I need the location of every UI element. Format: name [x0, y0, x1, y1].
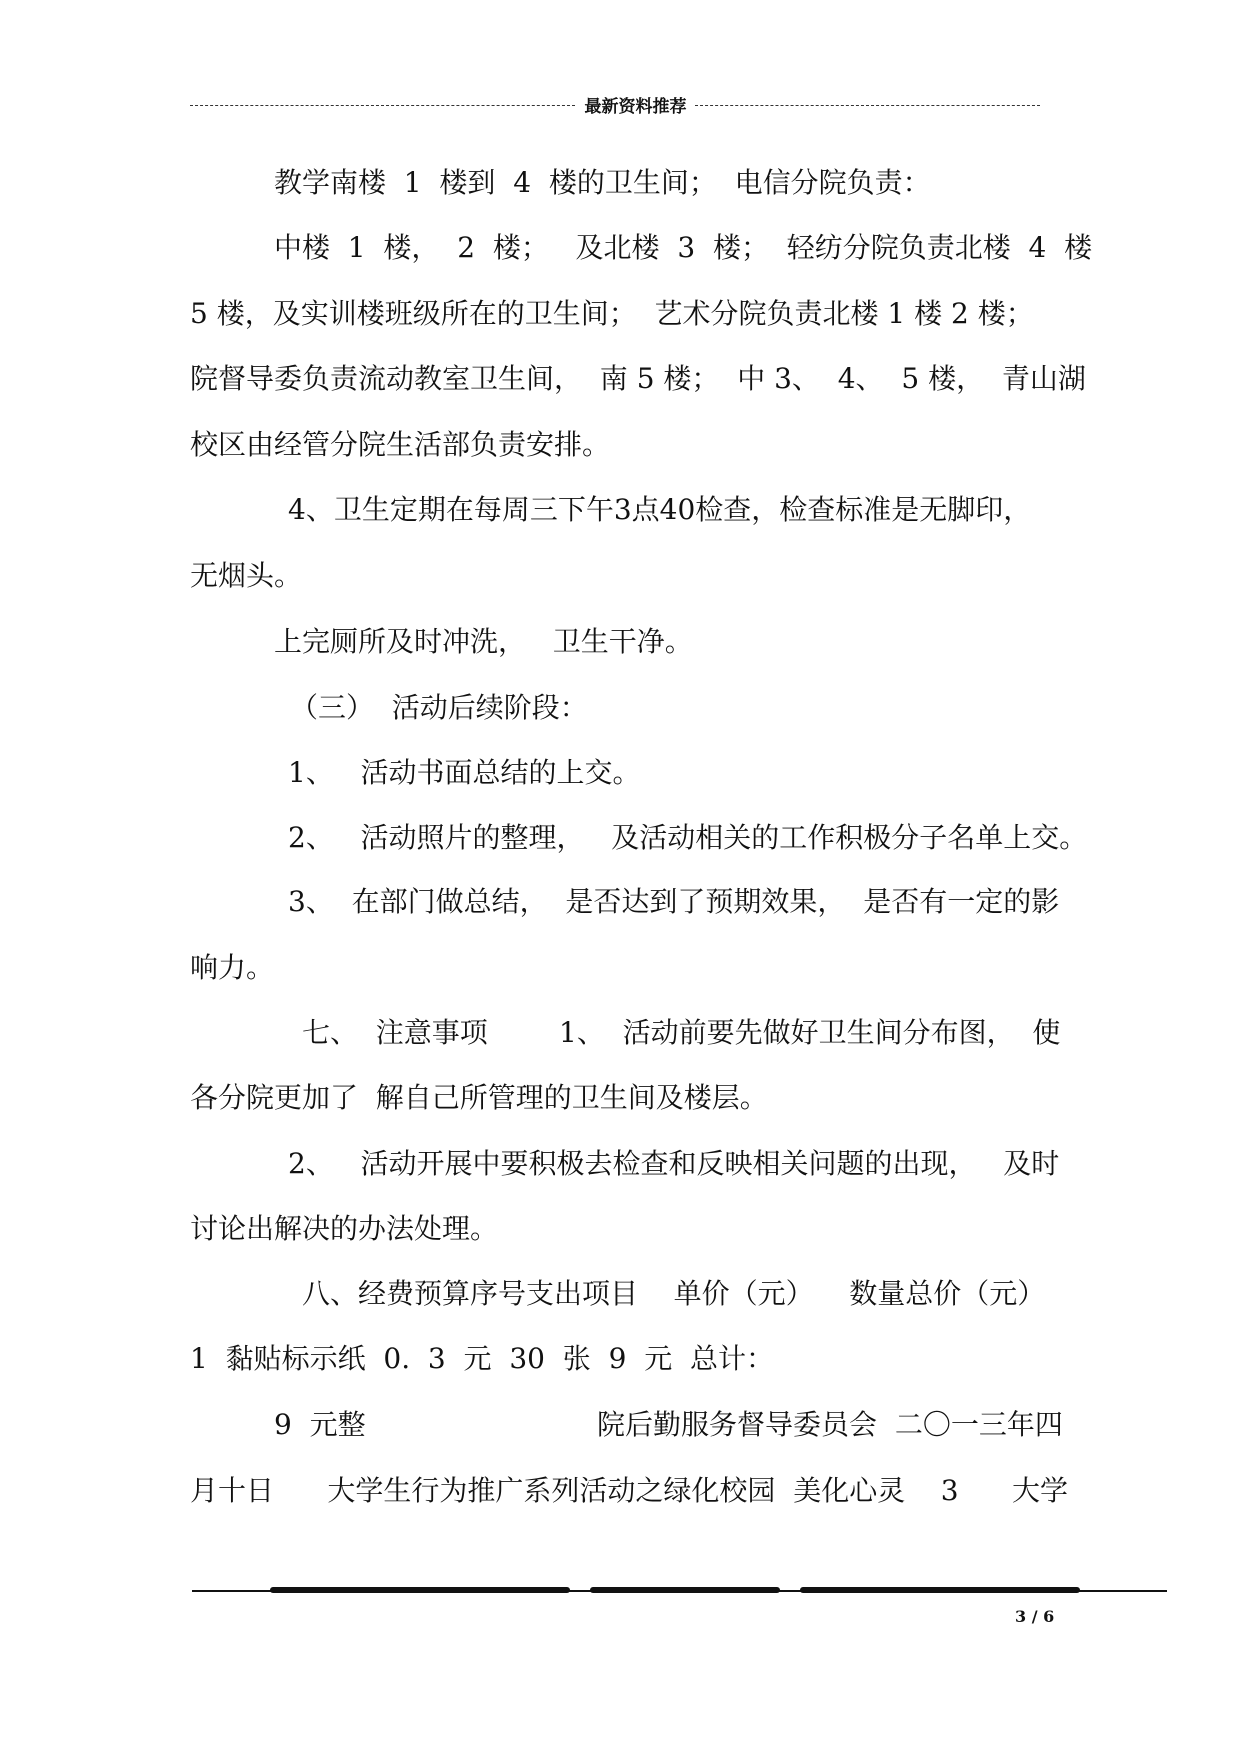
body-line: 2、 活动照片的整理， 及活动相关的工作积极分子名单上交。 [288, 821, 1088, 854]
body-line: （三） 活动后续阶段： [290, 691, 588, 724]
body-line: 1、 活动书面总结的上交。 [288, 756, 641, 789]
body-line: 9 元整 院后勤服务督导委员会 二〇一三年四 [274, 1408, 1063, 1441]
page-number: 3 / 6 [1015, 1607, 1055, 1626]
body-line: 无烟头。 [190, 559, 303, 592]
header-dashed-rule-left [190, 105, 575, 106]
body-line: 八、经费预算序号支出项目 单价（元） 数量总价（元） [302, 1277, 1046, 1310]
header-title: 最新资料推荐 [584, 97, 687, 117]
body-line: 2、 活动开展中要积极去检查和反映相关问题的出现， 及时 [288, 1147, 1060, 1180]
body-line: 七、 注意事项 1、 活动前要先做好卫生间分布图， 使 [302, 1016, 1061, 1049]
body-line: 响力。 [190, 951, 275, 984]
body-line: 5 楼，及实训楼班级所在的卫生间； 艺术分院负责北楼 1 楼 2 楼； [190, 297, 1034, 330]
body-line: 4、卫生定期在每周三下午3点40检查，检查标准是无脚印， [288, 493, 1032, 526]
body-line: 院督导委负责流动教室卫生间， 南 5 楼； 中 3、 4、 5 楼， 青山湖 [190, 362, 1086, 395]
body-line: 月十日 大学生行为推广系列活动之绿化校园 美化心灵 3 大学 [190, 1474, 1069, 1507]
page-header [190, 90, 1040, 120]
body-line: 3、 在部门做总结， 是否达到了预期效果， 是否有一定的影 [288, 885, 1060, 918]
body-line: 校区由经管分院生活部负责安排。 [190, 428, 611, 461]
body-line: 各分院更加了 解自己所管理的卫生间及楼层。 [190, 1081, 768, 1114]
body-line: 1 黏贴标示纸 0. 3 元 30 张 9 元 总计： [190, 1342, 774, 1375]
footer-rule-accent [270, 1587, 570, 1593]
footer-rule-accent [590, 1587, 780, 1593]
body-line: 中楼 1 楼， 2 楼； 及北楼 3 楼； 轻纺分院负责北楼 4 楼 [274, 231, 1093, 264]
body-line: 教学南楼 1 楼到 4 楼的卫生间； 电信分院负责： [274, 166, 931, 199]
header-dashed-rule-right [695, 105, 1040, 106]
body-line: 上完厕所及时冲洗， 卫生干净。 [274, 625, 693, 658]
footer-rule-accent [800, 1587, 1080, 1593]
body-line: 讨论出解决的办法处理。 [190, 1212, 499, 1245]
